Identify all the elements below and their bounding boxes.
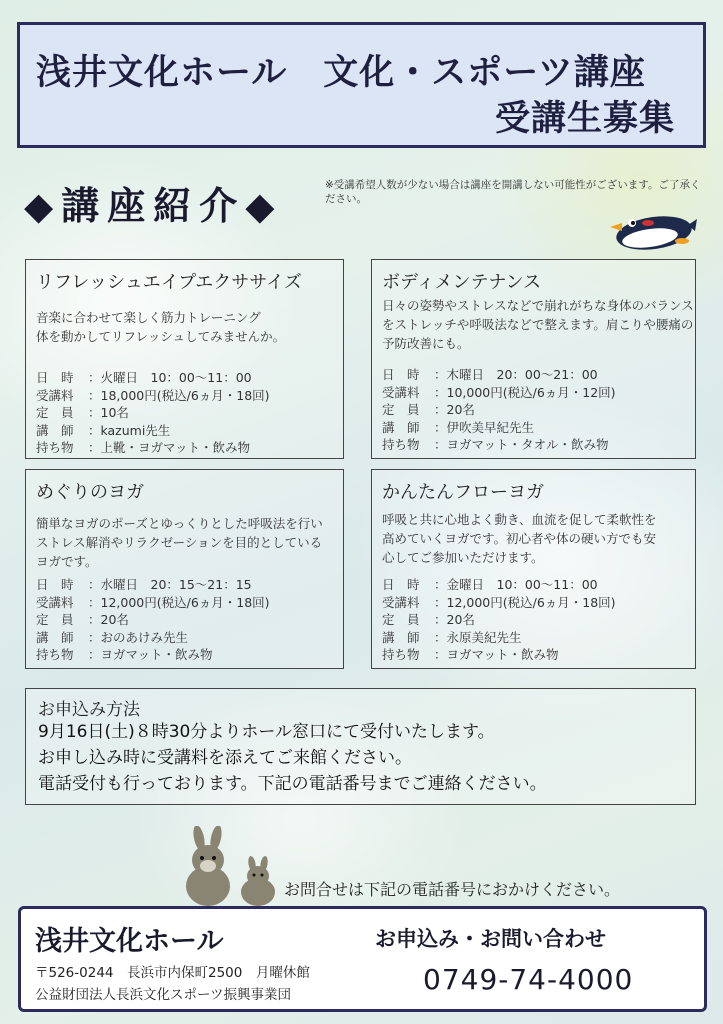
detail-value: ：10名	[88, 405, 129, 420]
course-card-refresh	[25, 259, 344, 459]
detail-label: 日 時	[382, 367, 420, 382]
detail-row-capacity	[382, 401, 616, 419]
rabbit-icon	[178, 826, 282, 908]
detail-value: ：上靴・ヨガマット・飲み物	[88, 440, 251, 455]
organization-name: 浅井文化ホール	[35, 926, 224, 957]
detail-value: ：火曜日 10：00～11：00	[88, 370, 252, 385]
application-line: 電話受付も行っております。下記の電話番号までご連絡ください。	[38, 774, 547, 794]
detail-row-fee	[382, 594, 616, 612]
course-description: 音楽に合わせて楽しく筋力トレーニング 体を動かしてリフレッシュしてみませんか。	[36, 310, 286, 344]
detail-value: ：20名	[434, 612, 475, 627]
detail-value: ：ヨガマット・タオル・飲み物	[434, 437, 609, 452]
detail-value: ：永原美紀先生	[434, 629, 522, 645]
detail-label: 講 師	[36, 629, 74, 645]
section-heading: ◆講座紹介◆	[24, 184, 283, 228]
application-box	[25, 688, 696, 805]
detail-label: 持ち物	[382, 437, 420, 452]
detail-row-capacity	[36, 611, 270, 629]
detail-row-items	[382, 436, 616, 454]
application-line: お申し込み時に受講料を添えてご来館ください。	[38, 748, 412, 768]
course-details	[36, 576, 270, 664]
course-details	[382, 366, 616, 454]
detail-label: 講 師	[36, 422, 74, 438]
detail-row-instructor	[382, 629, 616, 647]
detail-row-fee	[382, 384, 616, 402]
course-description: 簡単なヨガのポーズとゆっくりとした呼吸法を行い ストレス解消やリラクゼーションを目的としている ヨガです。	[36, 516, 323, 569]
course-title: めぐりのヨガ	[36, 482, 144, 503]
course-title: かんたんフローヨガ	[382, 482, 544, 503]
course-title: ボディメンテナンス	[382, 272, 542, 293]
course-card-flow-yoga	[371, 469, 696, 669]
detail-value: ：10,000円(税込/6ヵ月・12回)	[434, 384, 616, 400]
page-subtitle: 受講生募集	[494, 99, 675, 139]
course-title: リフレッシュエイプエクササイズ	[36, 272, 302, 293]
detail-value: ：12,000円(税込/6ヵ月・18回)	[434, 594, 616, 610]
detail-row-instructor	[382, 419, 616, 437]
detail-label: 持ち物	[382, 647, 420, 662]
course-card-meguri-yoga	[25, 469, 344, 669]
detail-value: ：20名	[88, 612, 129, 627]
title-banner	[17, 22, 706, 148]
course-card-body-maintenance	[371, 259, 696, 459]
detail-value: ：12,000円(税込/6ヵ月・18回)	[88, 594, 270, 610]
detail-value: ：20名	[434, 402, 475, 417]
inquiry-heading: お申込み・お問い合わせ	[375, 927, 606, 951]
detail-value: ：18,000円(税込/6ヵ月・18回)	[88, 387, 270, 403]
address-text: 〒526-0244 長浜市内保町2500 月曜休館	[35, 965, 310, 981]
detail-row-schedule	[36, 369, 270, 387]
detail-value: ：金曜日 10：00～11：00	[434, 577, 598, 592]
detail-value: ：木曜日 20：00～21：00	[434, 367, 598, 382]
application-line: 9月16日(土)８時30分よりホール窓口にて受付いたします。	[38, 722, 495, 742]
detail-label: 日 時	[382, 577, 420, 592]
course-description: 日々の姿勢やストレスなどで崩れがちな身体のバランス をストレッチや呼吸法などで整えます。肩こりや腰痛の 予防改善にも。	[382, 298, 694, 351]
detail-value: ：ヨガマット・飲み物	[434, 647, 559, 662]
detail-row-items	[36, 439, 270, 457]
detail-label: 定 員	[382, 612, 420, 627]
detail-label: 定 員	[36, 612, 74, 627]
detail-value: ：ヨガマット・飲み物	[88, 647, 213, 662]
notice-text: ※受講希望人数が少ない場合は講座を開講しない可能性がございます。ご了承ください。	[325, 179, 701, 205]
detail-row-items	[36, 646, 270, 664]
course-description: 呼吸と共に心地よく動き、血流を促して柔軟性を 高めていくヨガです。初心者や体の硬い方でも安 心してご参加いただけます。	[382, 512, 657, 565]
detail-row-fee	[36, 594, 270, 612]
detail-row-schedule	[36, 576, 270, 594]
detail-value: ：おのあけみ先生	[88, 629, 189, 645]
detail-label: 受講料	[382, 594, 420, 610]
page-title: 浅井文化ホール 文化・スポーツ講座	[36, 53, 646, 93]
detail-row-capacity	[36, 404, 270, 422]
detail-label: 受講料	[36, 387, 74, 403]
detail-row-fee	[36, 387, 270, 405]
detail-label: 持ち物	[36, 647, 74, 662]
footer-box	[18, 906, 707, 1012]
penguin-icon	[602, 205, 698, 257]
detail-label: 講 師	[382, 419, 420, 435]
phone-number[interactable]: 0749-74-4000	[423, 963, 634, 996]
detail-label: 受講料	[36, 594, 74, 610]
detail-label: 日 時	[36, 370, 74, 385]
detail-row-capacity	[382, 611, 616, 629]
detail-label: 講 師	[382, 629, 420, 645]
contact-note: お問合せは下記の電話番号におかけください。	[284, 880, 621, 899]
detail-value: ：伊吹美早紀先生	[434, 419, 535, 435]
application-text	[38, 719, 547, 797]
foundation-name: 公益財団法人長浜文化スポーツ振興事業団	[35, 987, 291, 1003]
detail-label: 定 員	[36, 405, 74, 420]
detail-row-instructor	[36, 629, 270, 647]
detail-row-items	[382, 646, 616, 664]
detail-value: ：kazumi先生	[88, 422, 171, 438]
course-details	[36, 369, 270, 457]
course-details	[382, 576, 616, 664]
detail-label: 受講料	[382, 384, 420, 400]
detail-row-schedule	[382, 366, 616, 384]
detail-label: 日 時	[36, 577, 74, 592]
detail-row-instructor	[36, 422, 270, 440]
detail-label: 定 員	[382, 402, 420, 417]
detail-value: ：水曜日 20：15～21：15	[88, 577, 252, 592]
application-heading: お申込み方法	[38, 700, 140, 720]
detail-label: 持ち物	[36, 440, 74, 455]
detail-row-schedule	[382, 576, 616, 594]
